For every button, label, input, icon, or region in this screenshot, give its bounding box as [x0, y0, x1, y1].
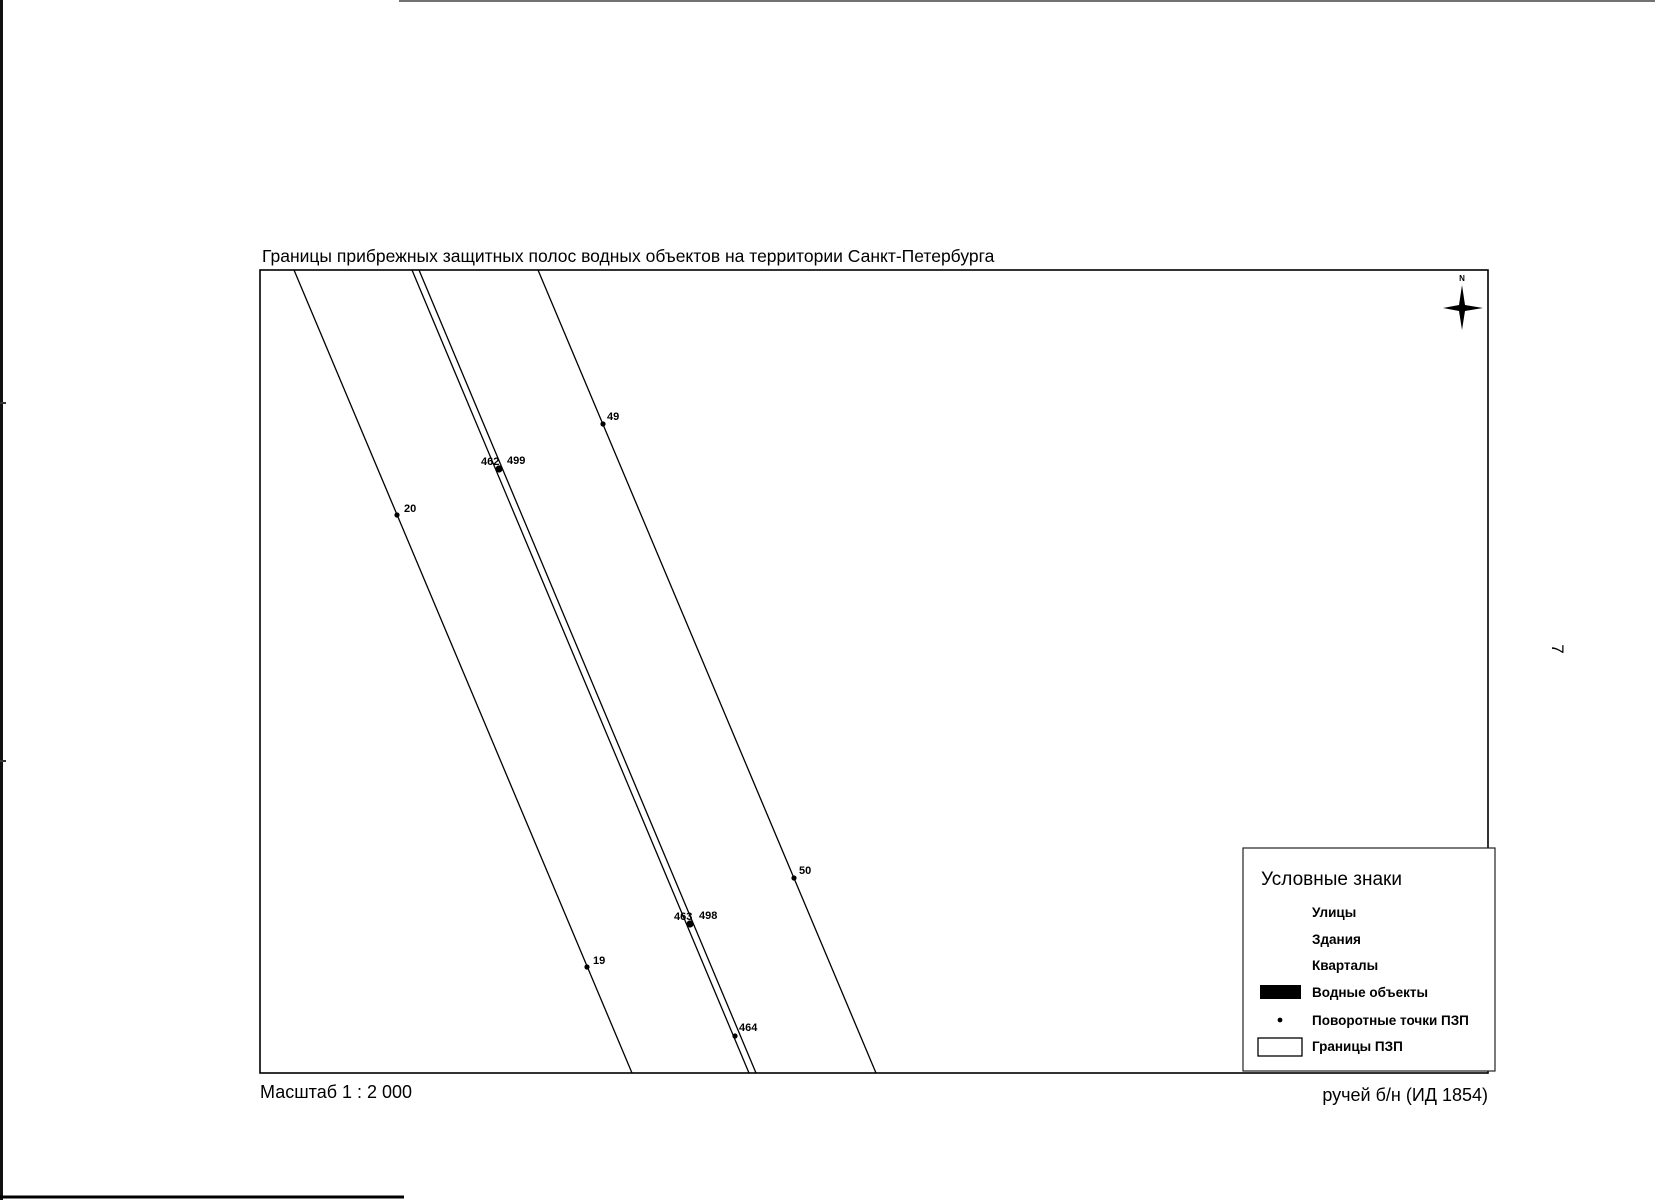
- water-swatch-icon: [1260, 985, 1301, 999]
- turning-point: [791, 865, 811, 881]
- turning-point-label: 499: [507, 455, 526, 467]
- turning-point-dot: [394, 512, 399, 517]
- turning-point-label: 463: [674, 911, 693, 923]
- map-scale: Масштаб 1 : 2 000: [260, 1082, 413, 1102]
- north-arrow: [1443, 274, 1483, 330]
- page-number: 7: [1548, 644, 1567, 654]
- boundary-swatch-icon: [1258, 1038, 1302, 1056]
- legend-item-water-objects: [1260, 985, 1428, 1000]
- legend-item-label: Кварталы: [1312, 958, 1379, 973]
- turning-point: [674, 910, 717, 928]
- turning-point-label: 19: [593, 955, 606, 967]
- turning-point: [584, 955, 605, 970]
- water-object-name: ручей б/н (ИД 1854): [1322, 1085, 1488, 1105]
- legend-item-label: Улицы: [1312, 905, 1357, 920]
- map-title: Границы прибрежных защитных полос водных объектов на территории Санкт-Петербурга: [262, 246, 995, 266]
- turning-point-dot: [791, 875, 796, 880]
- turning-point-label: 49: [607, 411, 620, 423]
- north-label: N: [1459, 274, 1465, 283]
- turning-point-dot: [600, 421, 605, 426]
- legend-title: Условные знаки: [1261, 869, 1402, 890]
- compass-rose-icon: [1443, 285, 1483, 330]
- legend-item-label: Здания: [1312, 932, 1361, 947]
- legend-item-streets: [1312, 905, 1356, 920]
- legend-item-blocks: [1312, 958, 1378, 973]
- turning-point-dot: [584, 964, 589, 969]
- legend: [1243, 848, 1495, 1071]
- stream-bank-line-right: [419, 270, 756, 1073]
- scan-left-edge: [0, 0, 3, 1200]
- map-lines: [294, 270, 876, 1073]
- turning-point-label: 50: [799, 865, 812, 877]
- turning-point-label: 462: [481, 456, 500, 468]
- legend-item-label: Водные объекты: [1312, 985, 1428, 1000]
- scan-edge-mark: [0, 760, 6, 762]
- legend-item-label: Границы ПЗП: [1312, 1039, 1403, 1054]
- turning-point-label: 498: [699, 910, 718, 922]
- scan-edge-mark: [0, 402, 6, 404]
- legend-item-label: Поворотные точки ПЗП: [1312, 1013, 1469, 1028]
- turning-point-label: 464: [739, 1022, 758, 1034]
- turning-point-label: 20: [404, 503, 417, 515]
- turning-point-dot-icon: [1278, 1018, 1283, 1023]
- turning-point: [394, 503, 416, 518]
- legend-item-pzp-boundaries: [1258, 1038, 1403, 1056]
- pzp-boundary-line-right: [538, 270, 876, 1073]
- turning-point: [600, 411, 619, 427]
- turning-point-dot: [732, 1033, 737, 1038]
- legend-item-buildings: [1312, 932, 1361, 947]
